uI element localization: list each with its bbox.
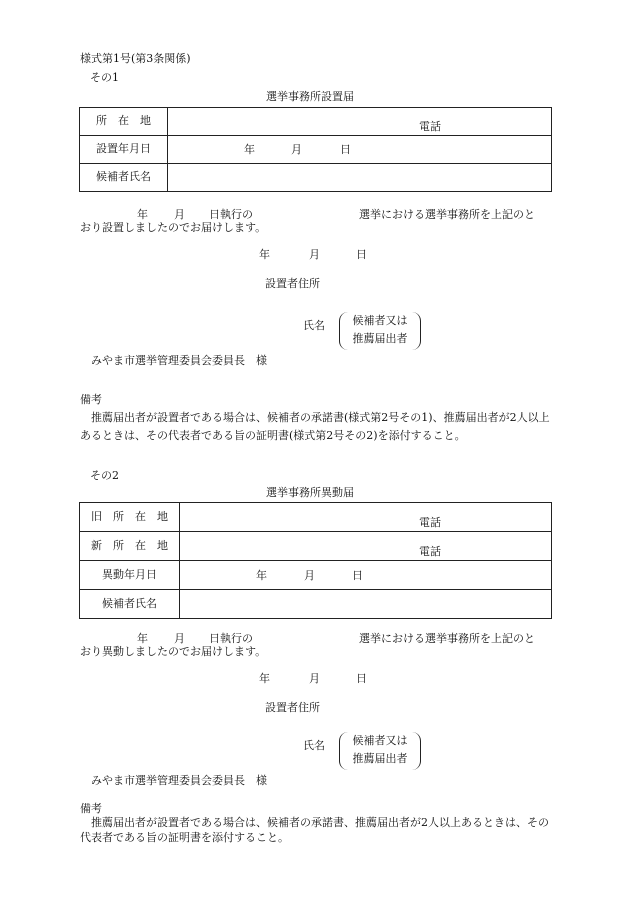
part1-form-table: [79, 107, 552, 192]
table-row: [80, 590, 552, 619]
submit-month: 月: [309, 672, 320, 685]
phone-label: 電話: [419, 516, 441, 529]
notes-title: 備考: [80, 802, 102, 815]
body-day: 日執行の: [209, 632, 253, 645]
body-line2: おり異動しましたのでお届けします。: [80, 645, 267, 658]
addressee: みやま市選挙管理委員会委員長 様: [91, 354, 267, 367]
candidate-name-field[interactable]: [168, 164, 552, 192]
candidate-or-nominator-brace: [339, 732, 421, 770]
part2-label: その2: [90, 469, 119, 482]
year-label: 年: [256, 569, 267, 582]
body-day: 日執行の: [209, 208, 253, 221]
body-line2: おり設置しましたのでお届けします。: [80, 221, 267, 234]
body-month: 月: [174, 208, 185, 221]
old-location-field[interactable]: [180, 503, 552, 532]
new-location-field[interactable]: [180, 532, 552, 561]
table-row: [80, 136, 552, 164]
brace-line1: 候補者又は: [352, 314, 408, 327]
year-label: 年: [244, 143, 255, 156]
name-label: 氏名: [303, 739, 325, 752]
addressee: みやま市選挙管理委員会委員長 様: [91, 774, 267, 787]
change-date-label: 異動年月日: [80, 561, 180, 590]
phone-label: 電話: [419, 120, 441, 133]
brace-line2: 推薦届出者: [352, 752, 408, 765]
month-label: 月: [291, 143, 302, 156]
submit-day: 日: [356, 672, 367, 685]
location-label: 所 在 地: [80, 108, 168, 136]
part2-form-table: [79, 502, 552, 619]
submit-day: 日: [356, 248, 367, 261]
body-year: 年: [137, 208, 148, 221]
phone-label: 電話: [419, 545, 441, 558]
address-label: 設置者住所: [265, 701, 320, 714]
body-month: 月: [174, 632, 185, 645]
brace-line1: 候補者又は: [352, 734, 408, 747]
form-number: 様式第1号(第3条関係): [80, 52, 191, 65]
address-label: 設置者住所: [265, 277, 320, 290]
table-row: [80, 164, 552, 192]
setup-date-label: 設置年月日: [80, 136, 168, 164]
body-year: 年: [137, 632, 148, 645]
submit-year: 年: [259, 672, 270, 685]
submit-month: 月: [309, 248, 320, 261]
old-location-label: 旧 所 在 地: [80, 503, 180, 532]
body-line1-tail: 選挙における選挙事務所を上記のと: [359, 632, 535, 645]
new-location-label: 新 所 在 地: [80, 532, 180, 561]
submit-year: 年: [259, 248, 270, 261]
change-date-field[interactable]: [180, 561, 552, 590]
candidate-name-label: 候補者氏名: [80, 590, 180, 619]
part2-title: 選挙事務所異動届: [266, 486, 354, 499]
name-label: 氏名: [303, 319, 325, 332]
candidate-name-field[interactable]: [180, 590, 552, 619]
setup-date-field[interactable]: [168, 136, 552, 164]
body-line1-tail: 選挙における選挙事務所を上記のと: [359, 208, 535, 221]
part1-label: その1: [90, 71, 119, 84]
notes-text: 推薦届出者が設置者である場合は、候補者の承諾書、推薦届出者が2人以上あるときは、その代表者である旨の証明書を添付すること。: [80, 816, 549, 844]
month-label: 月: [304, 569, 315, 582]
day-label: 日: [352, 569, 363, 582]
table-row: [80, 108, 552, 136]
candidate-or-nominator-brace: [339, 312, 421, 350]
brace-line2: 推薦届出者: [352, 332, 408, 345]
notes-text: 推薦届出者が設置者である場合は、候補者の承諾書(様式第2号その1)、推薦届出者が2人以上あるときは、その代表者である旨の証明書(様式第2号その2)を添付すること。: [80, 411, 550, 442]
candidate-name-label: 候補者氏名: [80, 164, 168, 192]
table-row: [80, 532, 552, 561]
table-row: [80, 503, 552, 532]
part1-title: 選挙事務所設置届: [266, 90, 354, 103]
location-field[interactable]: [168, 108, 552, 136]
table-row: [80, 561, 552, 590]
day-label: 日: [340, 143, 351, 156]
notes-title: 備考: [80, 393, 102, 406]
